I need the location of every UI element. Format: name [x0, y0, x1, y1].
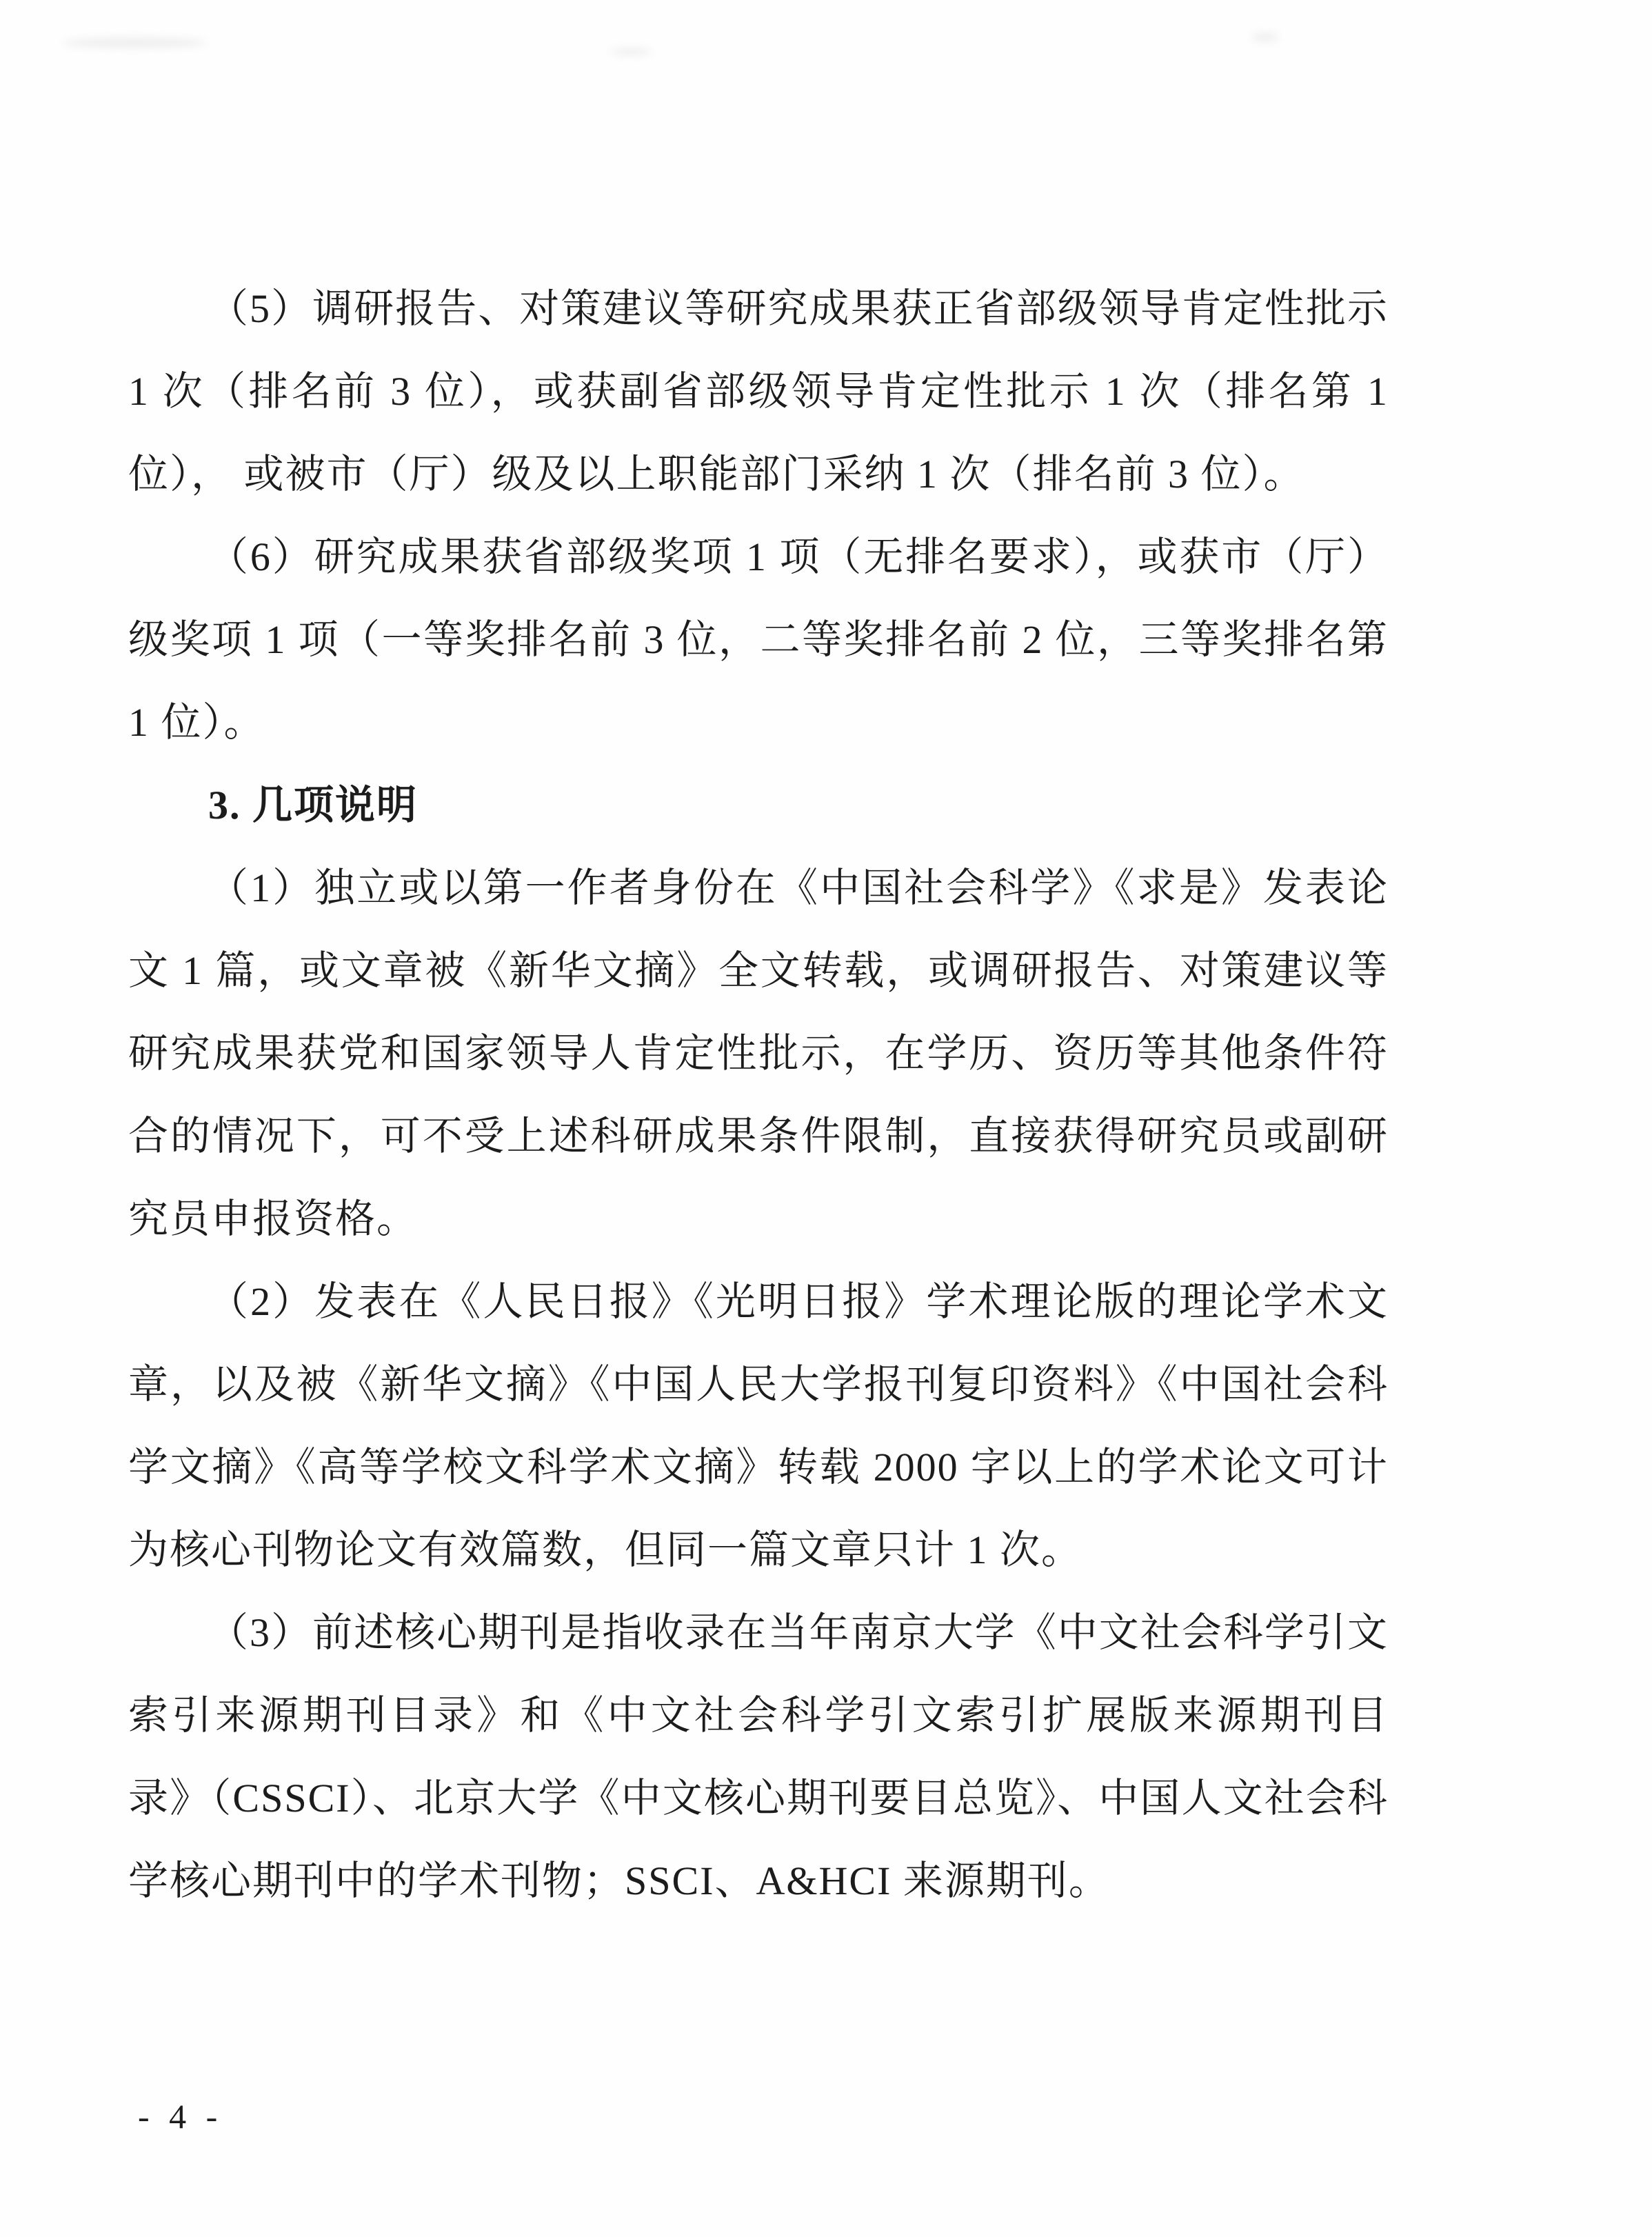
section-heading: 3. 几项说明: [208, 783, 419, 827]
document-body: [128, 268, 1389, 1923]
scan-artifact: [62, 38, 207, 48]
scan-artifact: [610, 48, 652, 55]
scan-artifact: [1251, 33, 1279, 41]
paragraph-note-3: （3）前述核心期刊是指收录在当年南京大学《中文社会科学引文索引来源期刊目录》和《中文社会科学引文索引扩展版来源期刊目录》（CSSCI）、北京大学《中文核心期刊要目总览》、中国人文社会科学核心期刊中的学术刊物；SSCI、A&HCI 来源期刊。: [128, 1610, 1389, 1903]
paragraph-note-1: （1）独立或以第一作者身份在《中国社会科学》《求是》发表论文 1 篇，或文章被《新华文摘》全文转载，或调研报告、对策建议等研究成果获党和国家领导人肯定性批示，在学历、资历等其他条件符合的情况下，可不受上述科研成果条件限制，直接获得研究员或副研究员申报资格。: [128, 865, 1389, 1241]
page-number: - 4 -: [138, 2097, 223, 2136]
paragraph-note-2: （2）发表在《人民日报》《光明日报》学术理论版的理论学术文章，以及被《新华文摘》《中国人民大学报刊复印资料》《中国社会科学文摘》《高等学校文科学术文摘》转载 2000 字以上的学术论文可计为核心刊物论文有效篇数，但同一篇文章只计 1 次。: [128, 1279, 1389, 1572]
paragraph-item-6: （6）研究成果获省部级奖项 1 项（无排名要求），或获市（厅）级奖项 1 项（一等奖排名前 3 位，二等奖排名前 2 位，三等奖排名第 1 位）。: [128, 534, 1389, 745]
paragraph-item-5: （5）调研报告、对策建议等研究成果获正省部级领导肯定性批示 1 次（排名前 3 位），或获副省部级领导肯定性批示 1 次（排名第 1 位）， 或被市（厅）级及以上职能部门采纳 1 次（排名前 3 位）。: [128, 286, 1389, 496]
